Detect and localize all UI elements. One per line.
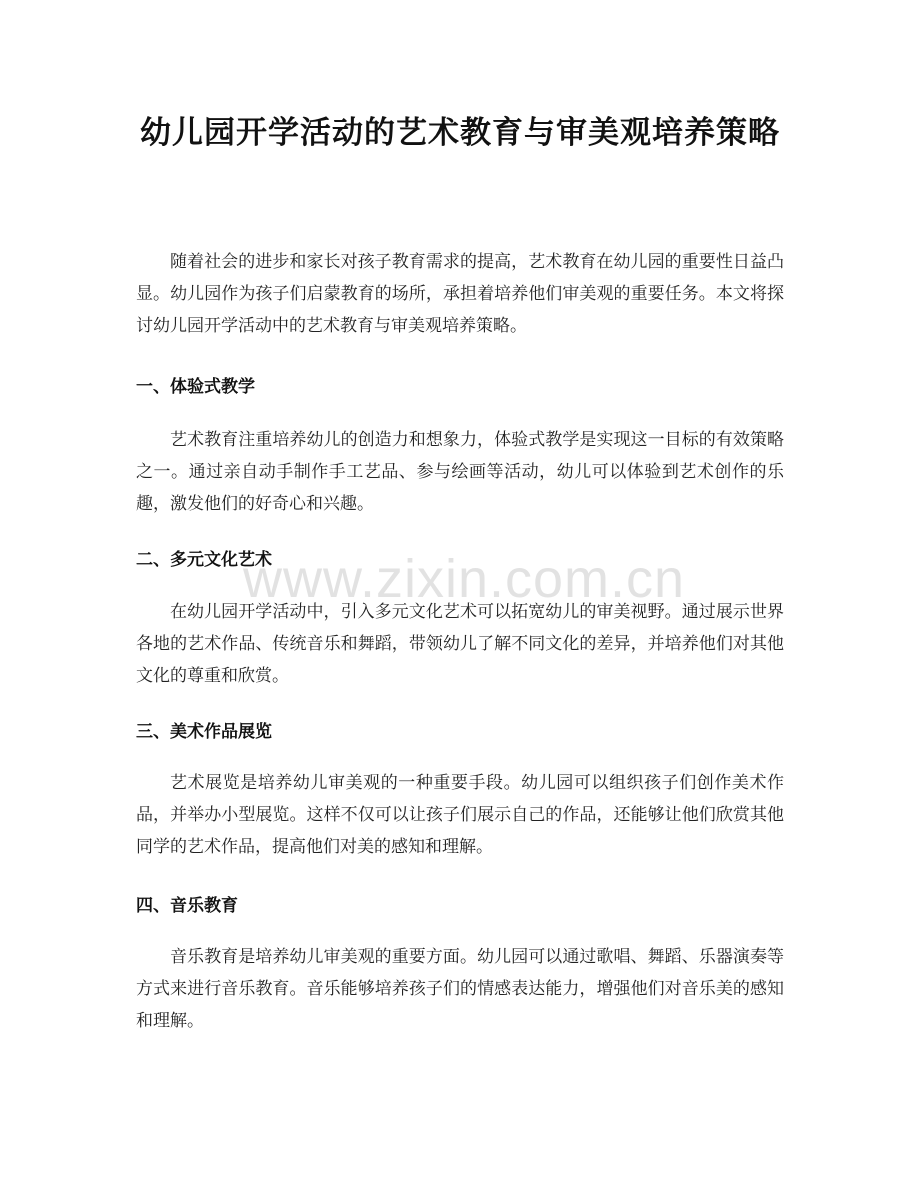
section-heading-3: 三、美术作品展览 — [136, 722, 272, 742]
section-heading-4: 四、音乐教育 — [136, 896, 238, 916]
section-body-4: 音乐教育是培养幼儿审美观的重要方面。幼儿园可以通过歌唱、舞蹈、乐器演奏等方式来进行音乐教育。音乐能够培养孩子们的情感表达能力，增强他们对音乐美的感知和理解。 — [136, 947, 784, 1031]
section-body-3: 艺术展览是培养幼儿审美观的一种重要手段。幼儿园可以组织孩子们创作美术作品，并举办小型展览。这样不仅可以让孩子们展示自己的作品，还能够让他们欣赏其他同学的艺术作品，提高他们对美的感知和理解。 — [136, 773, 784, 857]
section-body-2: 在幼儿园开学活动中，引入多元文化艺术可以拓宽幼儿的审美视野。通过展示世界各地的艺术作品、传统音乐和舞蹈，带领幼儿了解不同文化的差异，并培养他们对其他文化的尊重和欣赏。 — [136, 602, 784, 686]
intro-paragraph: 随着社会的进步和家长对孩子教育需求的提高，艺术教育在幼儿园的重要性日益凸显。幼儿园作为孩子们启蒙教育的场所，承担着培养他们审美观的重要任务。本文将探讨幼儿园开学活动中的艺术教育与审美观培养策略。 — [136, 252, 784, 336]
document-title: 幼儿园开学活动的艺术教育与审美观培养策略 — [140, 115, 780, 151]
section-body-1: 艺术教育注重培养幼儿的创造力和想象力，体验式教学是实现这一目标的有效策略之一。通过亲自动手制作手工艺品、参与绘画等活动，幼儿可以体验到艺术创作的乐趣，激发他们的好奇心和兴趣。 — [136, 430, 784, 514]
watermark-text: www.zixin.com.cn — [242, 549, 686, 609]
section-heading-1: 一、体验式教学 — [136, 377, 255, 397]
section-heading-2: 二、多元文化艺术 — [136, 550, 272, 570]
